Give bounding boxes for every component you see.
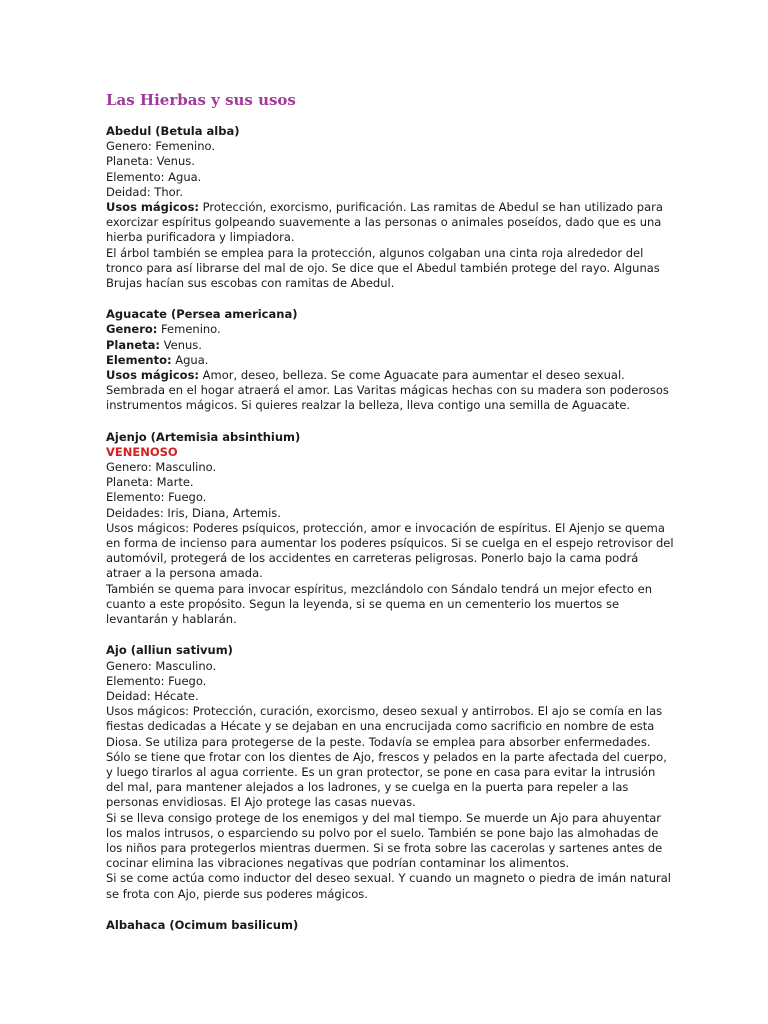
document-title: Las Hierbas y sus usos xyxy=(106,91,296,109)
field-text: Genero: Masculino. xyxy=(106,658,217,673)
herb-text-line xyxy=(106,536,746,551)
herb-text-line xyxy=(106,398,746,413)
field-label: Elemento: xyxy=(106,352,172,367)
field-text: levantarán y hablarán. xyxy=(106,612,237,627)
herb-text-line xyxy=(106,826,746,841)
herb-text-line xyxy=(106,506,746,521)
field-text: Sembrada en el hogar atraerá el amor. Las Varitas mágicas hechas con su madera son poderosos xyxy=(106,383,669,398)
herb-text-line xyxy=(106,811,746,826)
herb-entry xyxy=(106,643,746,901)
field-text: Elemento: Agua. xyxy=(106,169,202,184)
herb-text-line xyxy=(106,368,746,383)
herb-text-line xyxy=(106,566,746,581)
herb-text-line xyxy=(106,871,746,886)
herb-text-line xyxy=(106,383,746,398)
herb-text-line xyxy=(106,551,746,566)
field-text: del mal, para mantener alejados a los ladrones, y se cuelga en la puerta para repeler a las xyxy=(106,780,629,795)
field-label: Usos mágicos: xyxy=(106,368,200,383)
field-text: instrumentos mágicos. Si quieres realzar la belleza, lleva contigo una semilla de Aguacate. xyxy=(106,398,631,413)
field-text: Si se lleva consigo protege de los enemigos y del mal tiempo. Se muerde un Ajo para ahuyentar xyxy=(106,810,662,825)
field-text: El árbol también se emplea para la protección, algunos colgaban una cinta roja alrededor del xyxy=(106,245,644,260)
herb-text-line xyxy=(106,139,746,154)
field-text: hierba purificadora y limpiadora. xyxy=(106,230,295,245)
herb-text-line xyxy=(106,246,746,261)
herb-text-line xyxy=(106,276,746,291)
field-text: Amor, deseo, belleza. Se come Aguacate para aumentar el deseo sexual. xyxy=(199,368,625,383)
field-label: Planeta: xyxy=(106,337,160,352)
field-text: los niños para protegerlos mientras duermen. Si se frota sobre las cacerolas y sartenes antes de xyxy=(106,840,663,855)
field-text: Sólo se tiene que frotar con los dientes de Ajo, frescos y pelados en la parte afectada del cuerpo, xyxy=(106,749,667,764)
field-text: Usos mágicos: Protección, curación, exorcismo, deseo sexual y antirrobos. El ajo se comía en las xyxy=(106,704,663,719)
herb-entry xyxy=(106,124,746,291)
field-text: Genero: Masculino. xyxy=(106,460,217,475)
herb-heading: Abedul (Betula alba) xyxy=(106,124,240,138)
herb-text-line xyxy=(106,185,746,200)
herb-text-line xyxy=(106,674,746,689)
herb-text-line xyxy=(106,765,746,780)
herb-text-line xyxy=(106,659,746,674)
herb-text-line xyxy=(106,795,746,810)
field-text: Agua. xyxy=(171,352,209,367)
field-text: cuanto a este propósito. Segun la leyenda, si se quema en un cementerio los muertos se xyxy=(106,596,620,611)
field-text: exorcizar espíritus golpeando suavemente a las personas o animales poseídos, dado que es una xyxy=(106,215,662,230)
field-text: Genero: Femenino. xyxy=(106,139,215,154)
field-text: Femenino. xyxy=(157,322,221,337)
field-text: Diosa. Se utiliza para protegerse de la peste. Todavía se emplea para absorber enfermedades. xyxy=(106,734,651,749)
herb-text-line xyxy=(106,490,746,505)
field-text: automóvil, protegerá de los accidentes en carreteras peligrosas. Ponerlo bajo la cama podrá xyxy=(106,551,639,566)
herb-text-line xyxy=(106,261,746,276)
herb-text-line xyxy=(106,460,746,475)
field-text: y luego tirarlos al agua corriente. Es un gran protector, se pone en casa para evitar la intrusión xyxy=(106,764,656,779)
herb-text-line xyxy=(106,230,746,245)
herb-text-line xyxy=(106,475,746,490)
herb-text-line xyxy=(106,704,746,719)
herb-text-line xyxy=(106,338,746,353)
herb-text-line xyxy=(106,597,746,612)
herb-text-line xyxy=(106,887,746,902)
field-text: Brujas hacían sus escobas con ramitas de Abedul. xyxy=(106,276,395,291)
field-text: También se quema para invocar espíritus, mezclándolo con Sándalo tendrá un mejor efecto en xyxy=(106,581,652,596)
field-text: Deidad: Thor. xyxy=(106,184,183,199)
herb-entry xyxy=(106,918,746,933)
field-text: personas envidiosas. El Ajo protege las casas nuevas. xyxy=(106,795,416,810)
herb-heading: Ajenjo (Artemisia absinthium) xyxy=(106,429,301,444)
field-text: los malos intrusos, o esparciendo su polvo por el suelo. También se pone bajo las almohadas de xyxy=(106,825,659,840)
herb-heading: Albahaca (Ocimum basilicum) xyxy=(106,917,299,932)
herb-text-line xyxy=(106,780,746,795)
field-text: Usos mágicos: Poderes psíquicos, protección, amor e invocación de espíritus. El Ajenjo se quema xyxy=(106,520,665,535)
herb-text-line xyxy=(106,154,746,169)
herb-text-line xyxy=(106,200,746,215)
field-text: atraer a la persona amada. xyxy=(106,566,263,581)
herb-entry xyxy=(106,307,746,413)
herb-text-line xyxy=(106,353,746,368)
field-text: Protección, exorcismo, purificación. Las ramitas de Abedul se han utilizado para xyxy=(199,200,663,215)
herb-text-line xyxy=(106,322,746,337)
document-page xyxy=(106,90,746,949)
field-text: Planeta: Venus. xyxy=(106,154,195,169)
herb-text-line xyxy=(106,582,746,597)
herb-text-line xyxy=(106,856,746,871)
field-label: Usos mágicos: xyxy=(106,200,200,215)
field-text: Elemento: Fuego. xyxy=(106,490,207,505)
herb-text-line xyxy=(106,841,746,856)
field-text: Deidades: Iris, Diana, Artemis. xyxy=(106,505,281,520)
field-label: Genero: xyxy=(106,322,158,337)
field-text: Venus. xyxy=(159,337,202,352)
field-text: en forma de incienso para aumentar los poderes psíquicos. Si se cuelga en el espejo retrovisor del xyxy=(106,536,674,551)
field-text: Planeta: Marte. xyxy=(106,475,194,490)
herb-text-line xyxy=(106,719,746,734)
field-text: cocinar elimina las vibraciones negativas que podrían contaminar los alimentos. xyxy=(106,856,570,871)
field-text: Si se come actúa como inductor del deseo sexual. Y cuando un magneto o piedra de imán natural xyxy=(106,871,671,886)
herb-heading: Aguacate (Persea americana) xyxy=(106,307,298,322)
herb-text-line xyxy=(106,215,746,230)
field-text: Elemento: Fuego. xyxy=(106,673,207,688)
herb-text-line xyxy=(106,689,746,704)
field-text: fiestas dedicadas a Hécate y se dejaban en una encrucijada como sacrificio en nombre de esta xyxy=(106,719,655,734)
field-text: se frota con Ajo, pierde sus poderes mágicos. xyxy=(106,886,368,901)
field-text: Deidad: Hécate. xyxy=(106,688,199,703)
herb-heading: Ajo (alliun sativum) xyxy=(106,643,233,658)
field-text: tronco para así librarse del mal de ojo. Se dice que el Abedul también protege del rayo. Algunas xyxy=(106,260,660,275)
poison-warning: VENENOSO xyxy=(106,444,178,459)
herb-text-line xyxy=(106,612,746,627)
herb-entry xyxy=(106,430,746,628)
herb-text-line xyxy=(106,521,746,536)
herb-text-line xyxy=(106,170,746,185)
herb-entries xyxy=(106,124,746,933)
herb-text-line xyxy=(106,750,746,765)
herb-text-line xyxy=(106,735,746,750)
